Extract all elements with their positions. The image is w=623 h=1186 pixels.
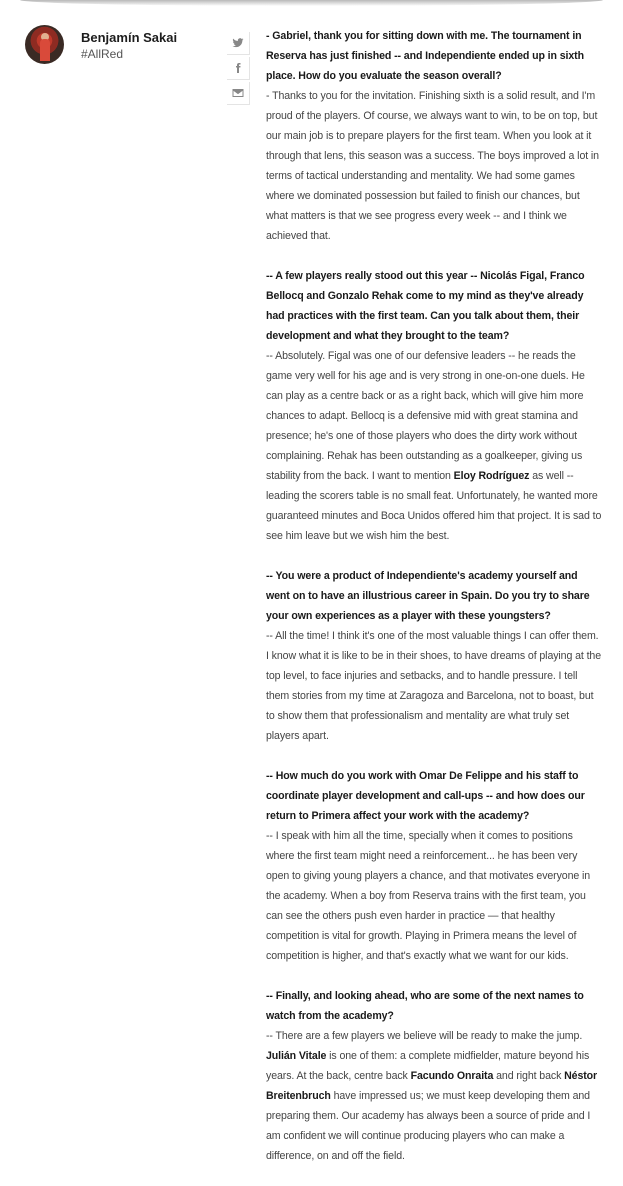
facebook-icon bbox=[232, 62, 244, 74]
player-name: Julián Vitale bbox=[266, 1050, 327, 1062]
avatar[interactable] bbox=[25, 25, 64, 64]
avatar-figure bbox=[40, 39, 50, 61]
question-2: -- A few players really stood out this year -- Nicolás Figal, Franco Bellocq and Gonzalo Rehak come to my mind as they've already had practices with the first team. Can you talk about them, their development and what they brought to the team? bbox=[266, 270, 585, 342]
qa-4 bbox=[266, 766, 602, 966]
player-name: Facundo Onraita bbox=[410, 1070, 494, 1082]
qa-5 bbox=[266, 986, 602, 1166]
top-shadow bbox=[20, 0, 603, 6]
qa-2 bbox=[266, 266, 602, 546]
share-email-button[interactable] bbox=[227, 82, 250, 105]
question-4: -- How much do you work with Omar De Felippe and his staff to coordinate player development and call-ups -- and how does our return to Primera affect your work with the academy? bbox=[266, 770, 585, 822]
share-facebook-button[interactable] bbox=[227, 57, 250, 80]
qa-3 bbox=[266, 566, 602, 746]
author-name[interactable]: Benjamín Sakai bbox=[81, 30, 178, 45]
question-5: -- Finally, and looking ahead, who are some of the next names to watch from the academy? bbox=[266, 990, 584, 1022]
email-icon bbox=[232, 87, 244, 99]
answer-3: -- All the time! I think it's one of the most valuable things I can offer them. I know what it is like to be in their shoes, to have dreams of playing at the top level, to face injuries and setbacks, and to handle pressure. I tell them stories from my time at Zaragoza and Barcelona, not to boast, but to show them that professionalism and mentality are what truly set players apart. bbox=[266, 630, 602, 742]
article-body bbox=[266, 26, 602, 1186]
author-block bbox=[25, 25, 245, 75]
answer-2: -- Absolutely. Figal was one of our defensive leaders -- he reads the game very well for his age and is very strong in one-on-one duels. He can play as a centre back or as a right back, which will give him more chances to adapt. Bellocq is a defensive mid with great stamina and presence; he's one of those players who does the dirty work without complaining. Rehak has been outstanding as a goalkeeper, giving us stability from the back. I want to mention Eloy Rodríguez as well -- leading the scorers table is no small feat. Unfortunately, he wanted more guaranteed minutes and Boca Unidos offered him that project. It is sad to see him leave but we wish him the best. bbox=[266, 350, 602, 542]
player-name: Néstor Breitenbruch bbox=[266, 1070, 598, 1102]
answer-1: - Thanks to you for the invitation. Finishing sixth is a solid result, and I'm proud of the players. Of course, we always want to win, to be on top, but our main job is to prepare players for the first team. When you look at it through that lens, this season was a success. The boys improved a lot in terms of tactical understanding and mentality. We had some games where we dominated possession but failed to finish our chances, but what matters is that we see progress every week -- and I think we achieved that. bbox=[266, 90, 599, 242]
answer-5: -- There are a few players we believe will be ready to make the jump. Julián Vitale is one of them: a complete midfielder, mature beyond his years. At the back, centre back Facundo Onraita and right back Néstor Breitenbruch have impressed us; we must keep developing them and preparing them. Our academy has always been a source of pride and I am confident we will continue producing players who can make a difference, on and off the field. bbox=[266, 1030, 598, 1162]
qa-1 bbox=[266, 26, 602, 246]
share-bar bbox=[227, 32, 251, 107]
player-name: Eloy Rodríguez bbox=[453, 470, 530, 482]
answer-4: -- I speak with him all the time, specially when it comes to positions where the first team might need a reinforcement... he has been very open to giving young players a chance, and that motivates everyone in the academy. When a boy from Reserva trains with the first team, you can see the others push even harder in practice — that healthy competition is vital for growth. Playing in Primera means the level of competition is higher, and that's exactly what we want for our kids. bbox=[266, 830, 591, 962]
question-1: - Gabriel, thank you for sitting down with me. The tournament in Reserva has just finished -- and Independiente ended up in sixth place. How do you evaluate the season overall? bbox=[266, 30, 584, 82]
author-handle[interactable]: #AllRed bbox=[81, 47, 124, 61]
question-3: -- You were a product of Independiente's academy yourself and went on to have an illustrious career in Spain. Do you try to share your own experiences as a player with these youngsters? bbox=[266, 570, 590, 622]
twitter-icon bbox=[232, 37, 244, 49]
share-twitter-button[interactable] bbox=[227, 32, 250, 55]
